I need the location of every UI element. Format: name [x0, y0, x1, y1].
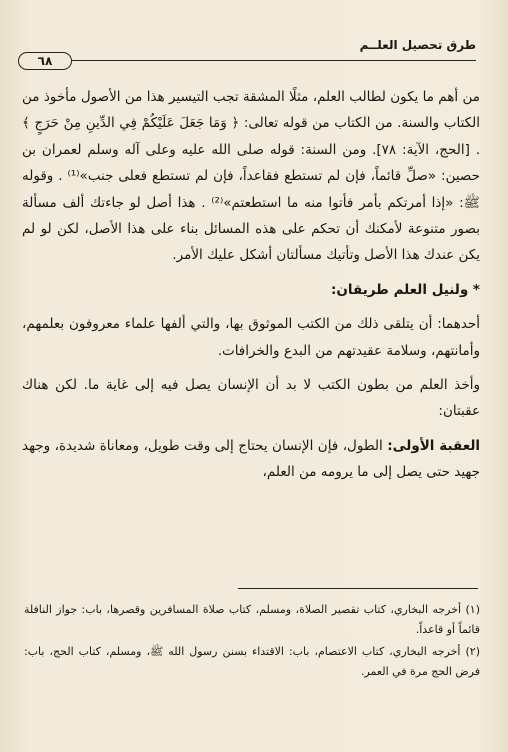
footnote-2: (٢) أخرجه البخاري، كتاب الاعتصام، باب: الاقتداء بسنن رسول الله ﷺ، ومسلم، كتاب الحج، باب: فرض الحج مرة في العمر. — [24, 645, 480, 678]
paragraph-first-way — [22, 311, 480, 364]
page-number: ٦٨ — [18, 52, 72, 70]
text-line: أحدهما: أن يتلقى ذلك من الكتب الموثوق بها، والتي ألفها — [160, 316, 481, 333]
footnote-1: (١) أخرجه البخاري، كتاب تقصير الصلاة، ومسلم، كتاب صلاة المسافرين وقصرها، باب: جواز النافلة قائماً أو قاعداً. — [24, 603, 480, 636]
text-line: الطول، فإن الإنسان يحتاج إلى وقت طويل، — [143, 437, 388, 454]
text-line: قائماً، فإن لم تستطع فقاعداً، فإن لم تستطع فعلى جنب»⁽¹⁾ . وقوله — [22, 168, 402, 185]
obstacle-label: العقبة الأولى: — [387, 437, 481, 454]
text-line: قوله صلى الله عليه وعلى آله وسلم لعمران بن حصين: «صلِّ — [22, 141, 480, 185]
text-line: وأخذ العلم من بطون الكتب لا بد أن الإنسان يصل فيه إلى — [134, 377, 480, 394]
running-title: طرق تحصيل العلــم — [359, 38, 476, 52]
text-line: من أهم ما يكون لطالب العلم، مثلًا المشقة تجب التيسير هذا من — [124, 89, 480, 105]
main-text — [22, 84, 480, 488]
section-heading: * ولنيل العلم طريقان: — [331, 281, 480, 298]
paragraph-principle — [22, 84, 480, 269]
text-line: ﷺ: «إذا أمرتكم بأمر فأتوا منه ما استطعتم»⁽²⁾ . هذا أصل لو — [129, 194, 480, 211]
text-line: مسألتان أشكل عليك الأمر. — [172, 247, 322, 264]
paragraph-obstacles — [22, 372, 480, 425]
text-line: علماء معروفون بعلمهم، وأمانتهم، وسلامة عقيدتهم من البدع — [22, 316, 480, 359]
footnote-rule — [238, 588, 478, 589]
text-line: والخرافات. — [217, 342, 280, 359]
text-line: جاءتك ألف مسألة بصور متنوعة لأمكنك أن تحكم على هذه المسائل — [22, 194, 480, 238]
footnotes — [24, 600, 480, 684]
paragraph-first-obstacle — [22, 433, 480, 486]
text-line: بناء على هذا الأصل، لكن لو لم يكن عندك هذا الأصل وتأتيك — [22, 221, 480, 264]
text-line: ومعاناة شديدة، وجهد جهيد حتى يصل إلى ما يرومه من العلم، — [22, 437, 480, 481]
text-line: الأصول مأخوذ من الكتاب والسنة. من الكتاب من قوله تعالى: — [22, 89, 480, 132]
quran-verse-line: ﴿ وَمَا جَعَلَ عَلَيْكُمْ فِي الدِّينِ مِنْ حَرَجٍ ﴾ . [الحج، الآية: ٧٨]. ومن السنة: — [22, 115, 481, 158]
text-line: غاية ما. لكن هناك عقبتان: — [22, 377, 480, 420]
header-rule — [20, 60, 476, 61]
